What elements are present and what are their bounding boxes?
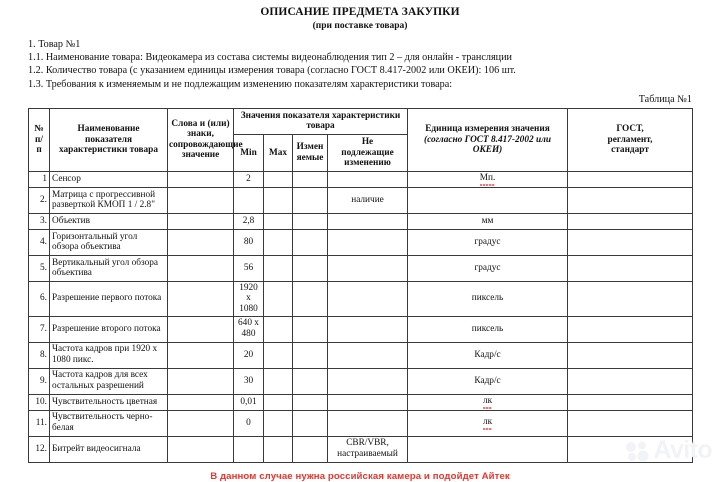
- cell-parameter-name: Чувствительность черно-белая: [50, 410, 168, 436]
- table-row: [29, 368, 693, 394]
- cell-value-min: [234, 187, 264, 213]
- cell-parameter-name: Разрешение второго потока: [50, 316, 168, 342]
- cell-value-changeable: [293, 394, 328, 410]
- table-row: [29, 187, 693, 213]
- intro-line-product: 1. Товар №1: [28, 39, 81, 50]
- cell-parameter-name: Объектив: [50, 213, 168, 229]
- cell-row-number: 7.: [29, 316, 50, 342]
- cell-accompanying-words: [168, 171, 234, 187]
- intro-line-product-name: 1.1. Наименование товара: Видеокамера из состава системы видеонаблюдения тип 2 – для онлайн - трансляции: [28, 52, 512, 64]
- header-group-values: Значения показателя характеристики товара: [234, 108, 408, 134]
- header-words-line3: сопровождающие: [169, 139, 243, 150]
- cell-value-changeable: [293, 255, 328, 281]
- cell-unit-of-measure: [408, 410, 568, 436]
- cell-parameter-name: Чувствительность цветная: [50, 394, 168, 410]
- cell-value-changeable: [293, 342, 328, 368]
- table-row: [29, 281, 693, 316]
- cell-value-max: [264, 187, 293, 213]
- cell-value-unchangeable: [328, 410, 408, 436]
- cell-row-number: 12.: [29, 436, 50, 462]
- cell-unit-of-measure: пиксель: [408, 316, 568, 342]
- cell-value-max: [264, 213, 293, 229]
- red-annotation: В данном случае нужна российская камера и подойдет Айтек: [210, 470, 510, 482]
- cell-parameter-name: Сенсор: [50, 171, 168, 187]
- cell-parameter-name: Разрешение первого потока: [50, 281, 168, 316]
- header-words-line4: значение: [181, 150, 220, 161]
- cell-value-min: [234, 436, 264, 462]
- cell-value-max: [264, 368, 293, 394]
- cell-parameter-name: Матрица с прогрессивной разверткой КМОП 1 / 2.8": [50, 187, 168, 213]
- cell-value-unchangeable: наличие: [328, 187, 408, 213]
- cell-value-changeable: [293, 213, 328, 229]
- cell-value-changeable: [293, 410, 328, 436]
- header-col-changeable: [293, 135, 328, 172]
- cell-unit-of-measure: [408, 394, 568, 410]
- cell-parameter-name: Вертикальный угол обзора объектива: [50, 255, 168, 281]
- header-gost-line2: регламент,: [607, 134, 653, 145]
- header-col-number: [29, 108, 50, 171]
- header-number-line1: №: [34, 123, 44, 134]
- table-caption: Таблица №1: [638, 93, 692, 105]
- cell-value-min: 2,8: [234, 213, 264, 229]
- cell-value-unchangeable: [328, 316, 408, 342]
- header-words-line2: знаки,: [187, 129, 214, 140]
- cell-value-max: [264, 436, 293, 462]
- cell-value-changeable: [293, 229, 328, 255]
- cell-unit-of-measure: [408, 171, 568, 187]
- cell-unit-of-measure: Кадр/с: [408, 342, 568, 368]
- header-col-unchangeable: [328, 135, 408, 172]
- cell-gost-standard: [568, 229, 693, 255]
- cell-value-max: [264, 255, 293, 281]
- cell-accompanying-words: [168, 394, 234, 410]
- cell-gost-standard: [568, 368, 693, 394]
- header-changeable-line1: Измен: [296, 142, 324, 153]
- cell-value-min: 56: [234, 255, 264, 281]
- cell-unit-of-measure: мм: [408, 213, 568, 229]
- header-col-min: Min: [234, 135, 264, 172]
- cell-gost-standard: [568, 342, 693, 368]
- spec-table-body: [29, 171, 693, 462]
- cell-parameter-name: Битрейт видеосигнала: [50, 436, 168, 462]
- cell-accompanying-words: [168, 255, 234, 281]
- header-col-words: [168, 108, 243, 171]
- cell-row-number: 3.: [29, 213, 50, 229]
- header-unchangeable-line3: изменению: [344, 158, 391, 169]
- cell-value-min: 0: [234, 410, 264, 436]
- cell-row-number: 5.: [29, 255, 50, 281]
- cell-gost-standard: [568, 213, 693, 229]
- cell-value-unchangeable: [328, 342, 408, 368]
- table-row: [29, 255, 693, 281]
- header-name-line3: характеристики товара: [58, 145, 158, 156]
- cell-value-max: [264, 281, 293, 316]
- header-unit-line2: (согласно ГОСТ 8.417-2002 или: [423, 134, 552, 145]
- cell-value-changeable: [293, 436, 328, 462]
- cell-parameter-name: Горизонтальный угол обзора объектива: [50, 229, 168, 255]
- cell-row-number: 11.: [29, 410, 50, 436]
- cell-gost-standard: [568, 171, 693, 187]
- table-row: [29, 171, 693, 187]
- cell-accompanying-words: [168, 410, 234, 436]
- cell-row-number: 4.: [29, 229, 50, 255]
- cell-gost-standard: [568, 410, 693, 436]
- table-row: [29, 410, 693, 436]
- table-row: [29, 229, 693, 255]
- spellcheck-underline: Мп.: [479, 173, 496, 184]
- cell-gost-standard: [568, 394, 693, 410]
- title-block: [0, 0, 720, 33]
- header-gost-line3: стандарт: [611, 145, 649, 156]
- avito-watermark-text: Avito: [653, 436, 712, 464]
- table-row: [29, 394, 693, 410]
- cell-value-min: 80: [234, 229, 264, 255]
- cell-unit-of-measure: Кадр/с: [408, 368, 568, 394]
- cell-value-changeable: [293, 281, 328, 316]
- intro-line-quantity: 1.2. Количество товара (с указанием единицы измерения товара (согласно ГОСТ 8.417-2002 или ОКЕИ): 106 шт.: [28, 65, 516, 77]
- header-name-line2: показателя: [85, 134, 132, 145]
- header-unit-line1: Единица измерения значения: [425, 123, 550, 134]
- cell-value-min: 0,01: [234, 394, 264, 410]
- cell-accompanying-words: [168, 436, 234, 462]
- table-row: [29, 436, 693, 462]
- document-subtitle: (при поставке товара): [312, 21, 408, 31]
- header-col-gost: [568, 108, 693, 171]
- header-gost-line1: ГОСТ,: [616, 123, 644, 134]
- cell-accompanying-words: [168, 213, 234, 229]
- cell-parameter-name: Частота кадров при 1920 х 1080 пикс.: [50, 342, 168, 368]
- cell-accompanying-words: [168, 281, 234, 316]
- cell-accompanying-words: [168, 316, 234, 342]
- intro-paragraphs: [28, 38, 700, 91]
- cell-unit-of-measure: [408, 436, 568, 462]
- cell-unit-of-measure: [408, 187, 568, 213]
- cell-value-unchangeable: [328, 171, 408, 187]
- cell-value-min: 1920 х 1080: [234, 281, 264, 316]
- cell-row-number: 9.: [29, 368, 50, 394]
- cell-accompanying-words: [168, 187, 234, 213]
- header-number-line3: п: [36, 145, 42, 156]
- cell-value-max: [264, 229, 293, 255]
- cell-value-unchangeable: CBR/VBR, настраиваемый: [328, 436, 408, 462]
- cell-value-min: 640 х 480: [234, 316, 264, 342]
- cell-row-number: 1: [29, 171, 50, 187]
- cell-row-number: 8.: [29, 342, 50, 368]
- cell-unit-of-measure: градус: [408, 255, 568, 281]
- cell-row-number: 2.: [29, 187, 50, 213]
- spec-table-wrapper: [28, 108, 692, 463]
- spec-table: [28, 108, 693, 463]
- cell-accompanying-words: [168, 368, 234, 394]
- cell-value-max: [264, 342, 293, 368]
- cell-gost-standard: [568, 187, 693, 213]
- header-changeable-line2: яемые: [296, 152, 324, 163]
- table-row: [29, 342, 693, 368]
- cell-row-number: 10.: [29, 394, 50, 410]
- cell-value-max: [264, 410, 293, 436]
- intro-line-requirements: 1.3. Требования к изменяемым и не подлежащим изменению показателям характеристики товара:: [28, 78, 453, 90]
- cell-value-changeable: [293, 368, 328, 394]
- cell-value-changeable: [293, 171, 328, 187]
- header-col-unit: [408, 108, 568, 171]
- cell-value-max: [264, 171, 293, 187]
- cell-gost-standard: [568, 316, 693, 342]
- cell-value-unchangeable: [328, 229, 408, 255]
- cell-value-unchangeable: [328, 394, 408, 410]
- cell-value-unchangeable: [328, 255, 408, 281]
- cell-gost-standard: [568, 255, 693, 281]
- cell-row-number: 6.: [29, 281, 50, 316]
- cell-parameter-name: Частота кадров для всех остальных разрешений: [50, 368, 168, 394]
- cell-value-max: [264, 316, 293, 342]
- header-unit-line3: ОКЕИ): [472, 145, 503, 156]
- cell-unit-of-measure: градус: [408, 229, 568, 255]
- header-name-line1: Наименование: [77, 123, 140, 134]
- cell-value-unchangeable: [328, 368, 408, 394]
- table-row: [29, 213, 693, 229]
- header-col-name: [50, 108, 168, 171]
- cell-value-min: 30: [234, 368, 264, 394]
- cell-accompanying-words: [168, 342, 234, 368]
- header-unchangeable-line2: подлежащие: [341, 147, 394, 158]
- cell-value-max: [264, 394, 293, 410]
- cell-value-unchangeable: [328, 213, 408, 229]
- cell-unit-of-measure: пиксель: [408, 281, 568, 316]
- header-unchangeable-line1: Не: [361, 137, 374, 147]
- header-row-top: [29, 108, 693, 134]
- header-number-line2: п/: [35, 134, 43, 145]
- header-words-line1: Слова и (или): [171, 118, 230, 129]
- cell-value-changeable: [293, 187, 328, 213]
- spec-table-head: [29, 108, 693, 171]
- spellcheck-underline: лк: [482, 396, 493, 407]
- cell-accompanying-words: [168, 229, 234, 255]
- cell-value-min: 2: [234, 171, 264, 187]
- cell-value-unchangeable: [328, 281, 408, 316]
- header-col-max: Max: [264, 135, 293, 172]
- spellcheck-underline: лк: [482, 417, 493, 428]
- cell-value-min: 20: [234, 342, 264, 368]
- cell-gost-standard: [568, 281, 693, 316]
- table-row: [29, 316, 693, 342]
- cell-value-changeable: [293, 316, 328, 342]
- cell-gost-standard: [568, 436, 693, 462]
- document-title: ОПИСАНИЕ ПРЕДМЕТА ЗАКУПКИ: [260, 6, 460, 18]
